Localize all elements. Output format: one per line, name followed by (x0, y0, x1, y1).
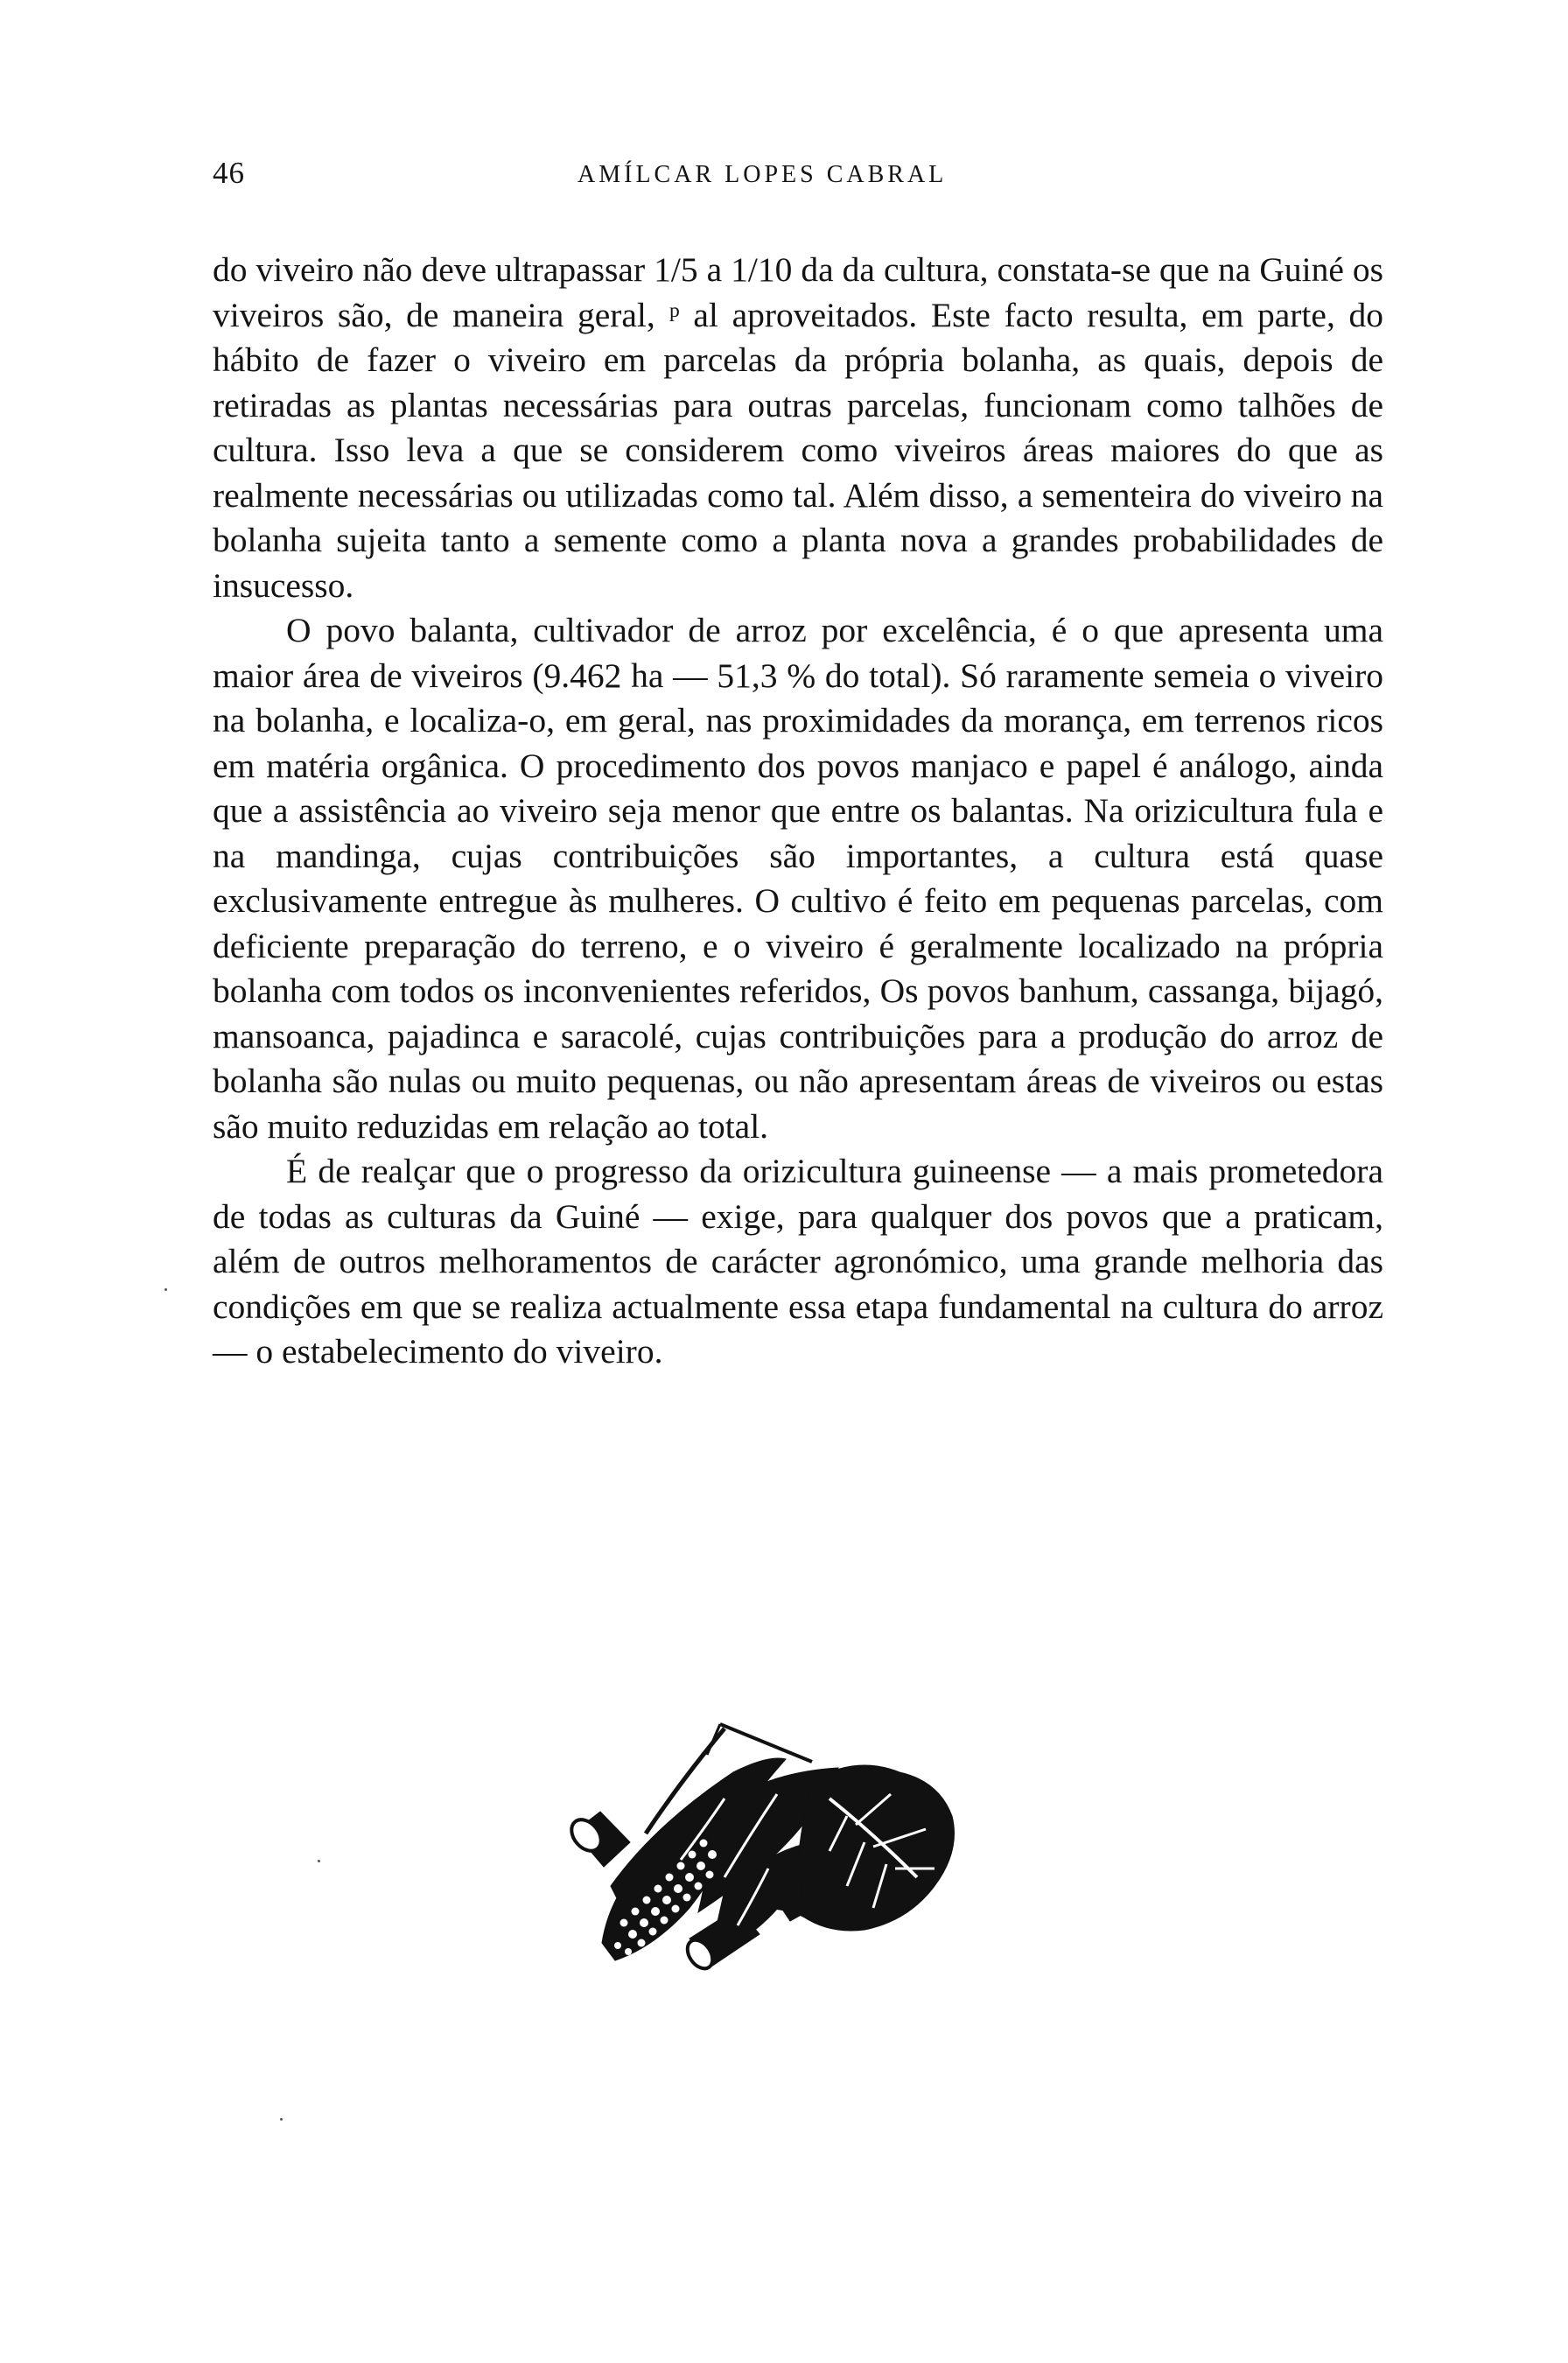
print-speck (280, 2118, 283, 2121)
paragraph-2: O povo balanta, cultivador de arroz por excelência, é o que apresenta uma maior área de viveiros (9.462 ha — 51,3 % do total). Só raramente semeia o viveiro na bolanha, e localiza-o, em geral, nas proximidades da morança, em terrenos ricos em matéria orgânica. O procedimento dos povos manjaco e papel é análogo, ainda que a assistência ao viveiro seja menor que entre os balantas. Na orizicultura fula e na mandinga, cujas contribuições são importantes, a cultura está quase exclusivamente entregue às mulheres. O cultivo é feito em pequenas parcelas, com deficiente preparação do terreno, e o viveiro é geralmente localizado na própria bolanha com todos os inconvenientes referidos, Os povos banhum, cassanga, bijagó, mansoanca, pajadinca e saracolé, cujas contribuições para a produção do arroz de bolanha são nulas ou muito pequenas, ou não apresentam áreas de viveiros ou estas são muito reduzidas em relação ao total. (213, 611, 1383, 1146)
page-header (0, 156, 1568, 200)
running-head: AMÍLCAR LOPES CABRAL (578, 161, 948, 188)
print-speck (164, 1288, 167, 1291)
maize-leaves-icon (550, 1720, 961, 1974)
page-number: 46 (213, 156, 245, 190)
paragraph-3: É de realçar que o progresso da orizicultura guineense — a mais prometedora de todas as culturas da Guiné — exige, para qualquer dos povos que a praticam, além de outros melhoramentos de carácter agronómico, uma grande melhoria das condições em que se realiza actualmente essa etapa fundamental na cultura do arroz — o estabelecimento do viveiro. (213, 1152, 1383, 1371)
paragraph-1: do viveiro não deve ultrapassar 1/5 a 1/10 da da cultura, constata-se que na Guiné os viveiros são, de maneira geral, ᵖ al aproveitados. Este facto resulta, em parte, do hábito de fazer o viveiro em parcelas da própria bolanha, as quais, depois de retiradas as plantas necessárias para outras parcelas, funcionam como talhões de cultura. Isso leva a que se considerem como viveiros áreas maiores do que as realmente necessárias ou utilizadas como tal. Além disso, a sementeira do viveiro na bolanha sujeita tanto a semente como a planta nova a grandes probabilidades de insucesso. (213, 250, 1383, 605)
print-speck (318, 1860, 320, 1862)
body-text (213, 248, 1383, 1375)
